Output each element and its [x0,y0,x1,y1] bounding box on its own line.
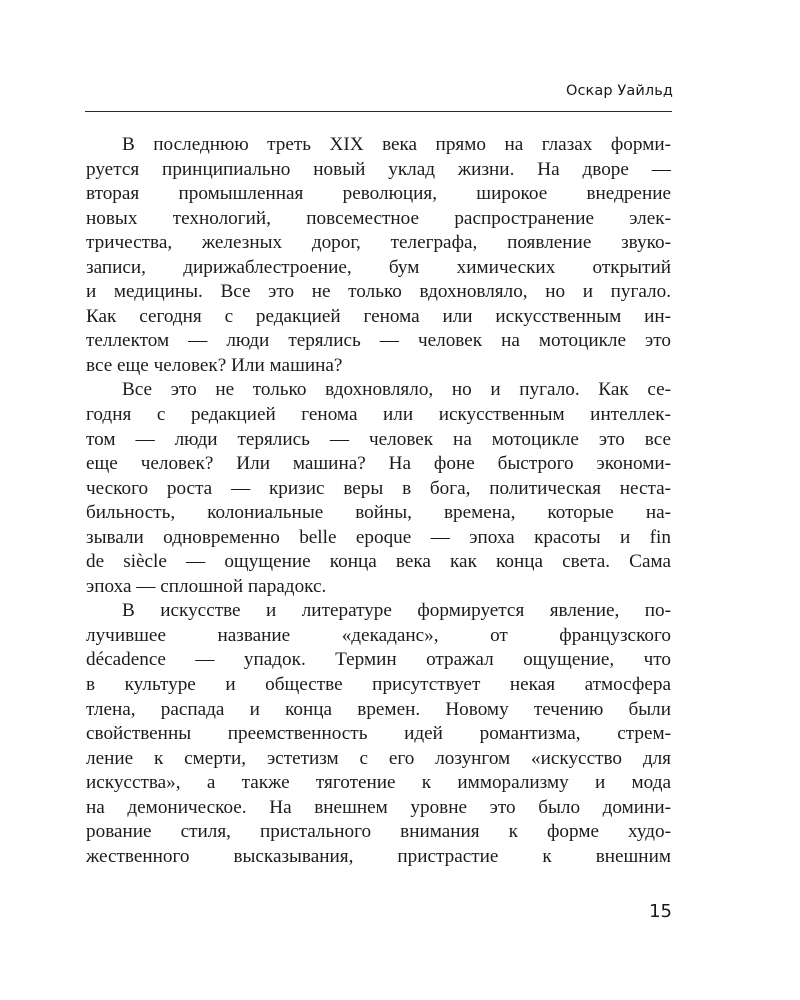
text-line: том — люди терялись — человек на мотоцикле это все [86,428,671,450]
text-line: тлена, распада и конца времен. Новому течению были [86,698,671,720]
text-line: рование стиля, пристального внимания к форме худо- [86,821,671,843]
text-line: тричества, железных дорог, телеграфа, появление звуко- [86,232,671,254]
text-line: ческого роста — кризис веры в бога, политическая неста- [86,477,671,499]
text-line: ление к смерти, эстетизм с его лозунгом «искусство для [86,747,671,769]
text-line: в культуре и обществе присутствует некая атмосфера [86,674,671,696]
text-line: зывали одновременно belle epoque — эпоха красоты и fin [86,526,671,548]
text-line: свойственны преемственность идей романтизма, стрем- [86,723,671,745]
text-line: эпоха — сплошной парадокс. [86,575,327,597]
text-line: Как сегодня с редакцией генома или искусственным ин- [86,305,671,327]
text-line: Все это не только вдохновляло, но и пугало. Как се- [122,379,671,401]
running-head-author: Оскар Уайльд [565,83,673,99]
text-line: лучившее название «декаданс», от французского [86,624,671,646]
text-line: вторая промышленная революция, широкое внедрение [86,183,671,205]
text-line: décadence — упадок. Термин отражал ощущение, что [86,649,671,671]
body-text [86,133,671,869]
header-rule [85,111,672,112]
text-line: de siècle — ощущение конца века как конца света. Сама [86,551,671,573]
text-line: В последнюю треть XIX века прямо на глазах форми- [122,134,671,155]
text-line: еще человек? Или машина? На фоне быстрого экономи- [86,453,671,475]
text-line: жественного высказывания, пристрастие к внешним [86,845,671,867]
page-number: 15 [649,901,672,922]
text-line: руется принципиально новый уклад жизни. На дворе — [86,158,671,180]
text-line: теллектом — люди терялись — человек на мотоцикле это [86,330,671,352]
text-line: искусства», а также тяготение к имморализму и мода [86,772,671,794]
text-line: все еще человек? Или машина? [86,354,343,376]
text-line: на демоническое. На внешнем уровне это было домини- [86,796,671,818]
text-line: бильность, колониальные войны, времена, которые на- [86,502,671,524]
text-line: записи, дирижаблестроение, бум химических открытий [86,256,671,278]
text-line: годня с редакцией генома или искусственным интеллек- [86,404,671,426]
text-line: В искусстве и литературе формируется явление, по- [122,600,671,622]
text-line: и медицины. Все это не только вдохновляло, но и пугало. [86,281,671,303]
text-line: новых технологий, повсеместное распространение элек- [86,207,671,229]
